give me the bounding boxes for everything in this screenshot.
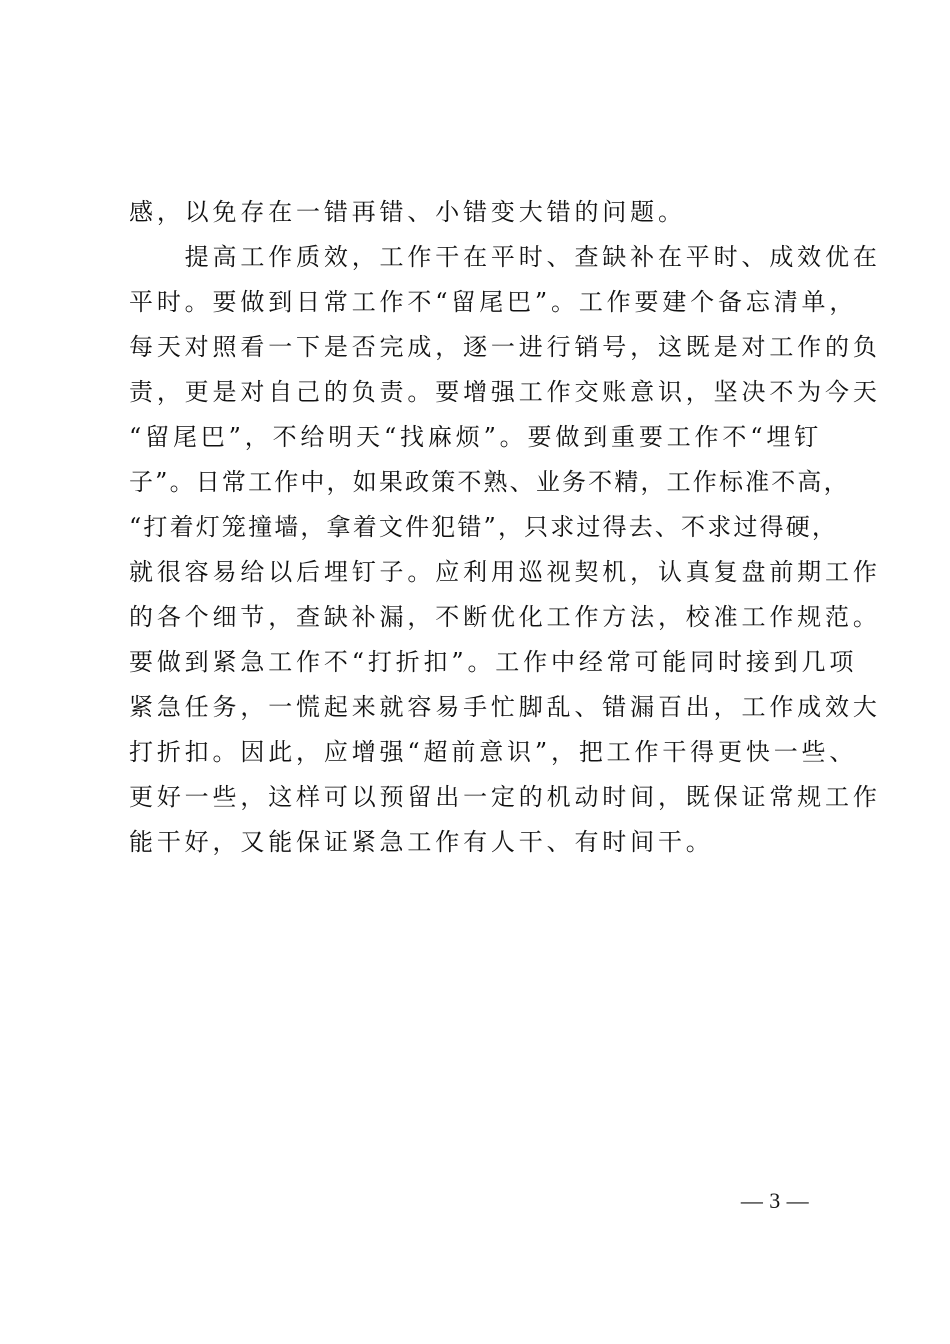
text-line-2: 提高工作质效，工作干在平时、查缺补在平时、成效优在	[129, 243, 881, 271]
text-line-12: 紧急任务，一慌起来就容易手忙脚乱、错漏百出，工作成效大	[129, 693, 881, 721]
text-line-1: 感，以免存在一错再错、小错变大错的问题。	[129, 198, 686, 226]
page-number: — 3 —	[740, 1188, 810, 1213]
text-line-8: “打着灯笼撞墙，拿着文件犯错”，只求过得去、不求过得硬，	[129, 513, 839, 541]
text-line-6: “留尾巴”，不给明天“找麻烦”。要做到重要工作不“埋钉	[129, 423, 823, 451]
text-line-15: 能干好，又能保证紧急工作有人干、有时间干。	[129, 828, 714, 856]
text-line-4: 每天对照看一下是否完成，逐一进行销号，这既是对工作的负	[129, 333, 881, 361]
text-line-3: 平时。要做到日常工作不“留尾巴”。工作要建个备忘清单，	[129, 288, 858, 316]
text-line-5: 责，更是对自己的负责。要增强工作交账意识，坚决不为今天	[129, 378, 881, 406]
body-text	[129, 190, 881, 865]
text-line-7: 子”。日常工作中，如果政策不熟、业务不精，工作标准不高，	[129, 468, 850, 496]
text-line-14: 更好一些，这样可以预留出一定的机动时间，既保证常规工作	[129, 783, 881, 811]
text-line-13: 打折扣。因此，应增强“超前意识”，把工作干得更快一些、	[129, 738, 858, 766]
text-line-10: 的各个细节，查缺补漏，不断优化工作方法，校准工作规范。	[129, 603, 881, 631]
text-line-9: 就很容易给以后埋钉子。应利用巡视契机，认真复盘前期工作	[129, 558, 881, 586]
text-line-11: 要做到紧急工作不“打折扣”。工作中经常可能同时接到几项	[129, 648, 858, 676]
